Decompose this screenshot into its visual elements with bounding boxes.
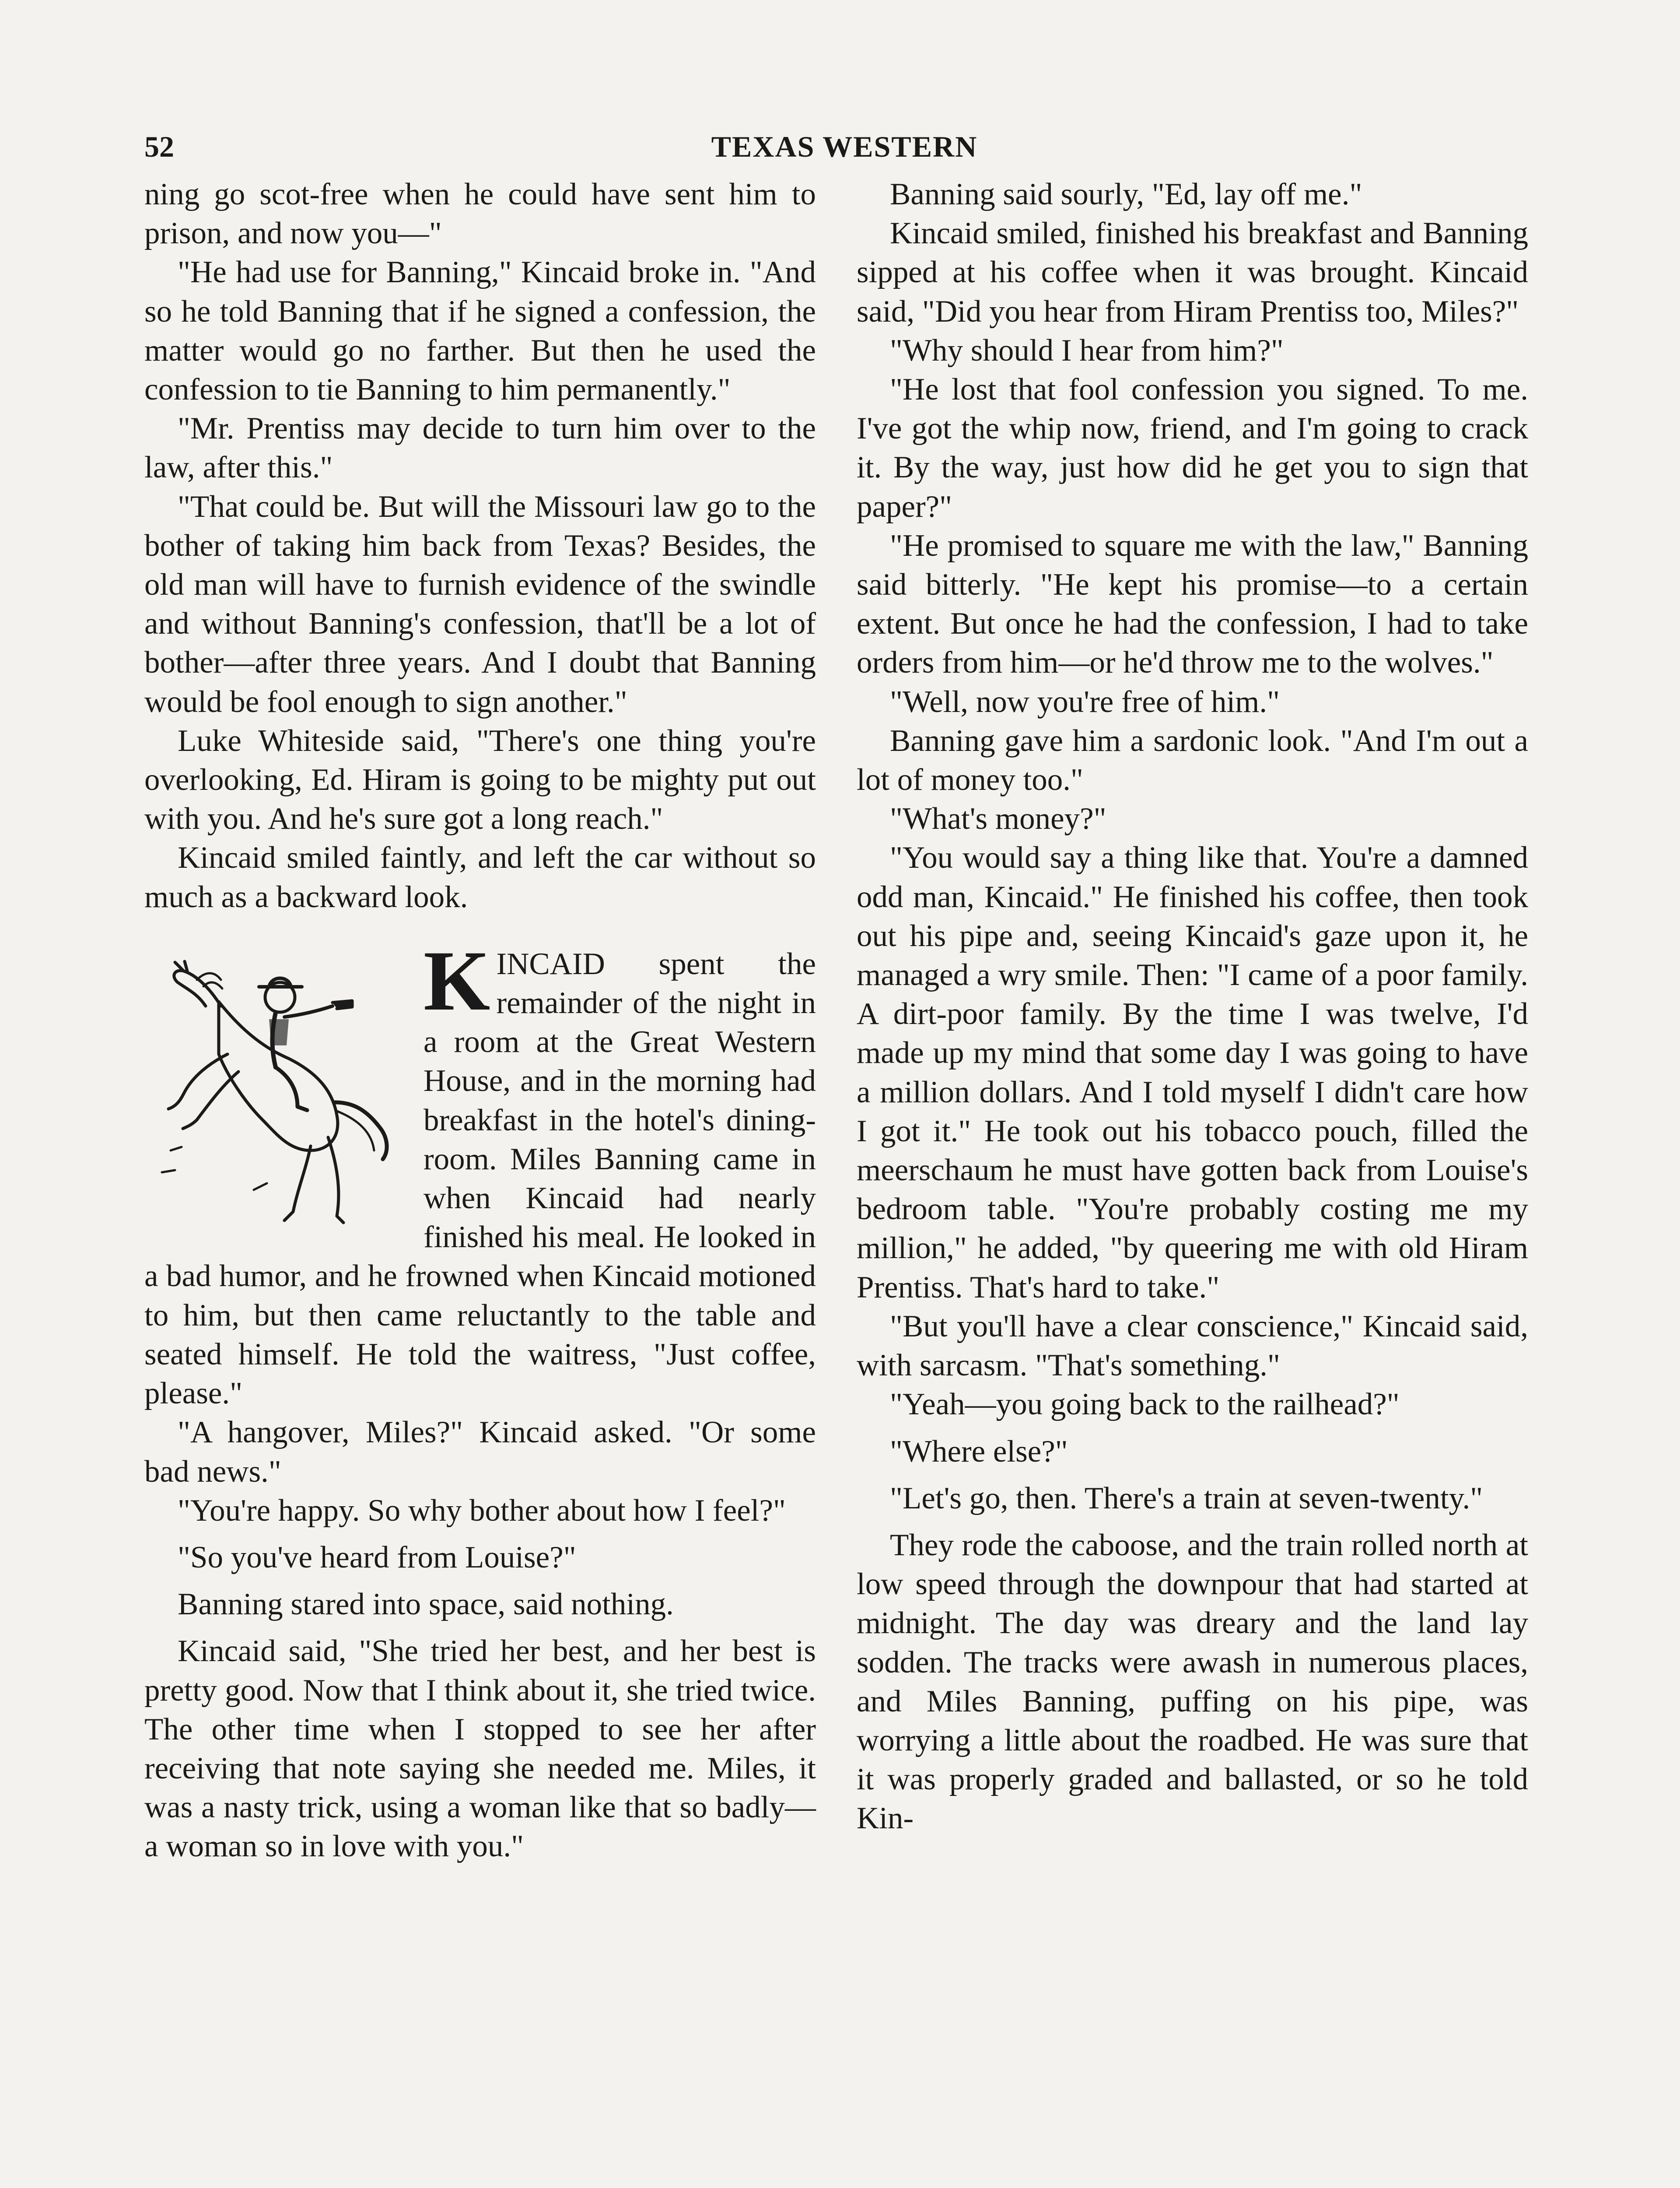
paragraph: Banning stared into space, said nothing.: [178, 1587, 674, 1622]
paragraph: They rode the caboose, and the train rolled north at low speed through the downpour that had started at midnight. The day was dreary and the land lay sodden. The tracks were awash in numerous places, and Miles Banning, puffing on his pipe, was worrying a little about the roadbed. He was sure that it was properly graded and ballasted, or so he told Kin-: [857, 1528, 1528, 1836]
page-header: [144, 130, 1544, 169]
paragraph: Kincaid said, "She tried her best, and her best is pretty good. Now that I think about it, she tried twice. The other time when I stopped to see her after receiving that note saying she needed me. Miles, it was a nasty trick, using a woman like that so badly—a woman so in love with you.": [144, 1634, 816, 1864]
left-column: [144, 175, 816, 1866]
paragraph: "You would say a thing like that. You're a damned odd man, Kincaid." He finished his coffee, then took out his pipe and, seeing Kincaid's gaze upon it, he managed a wry smile. Then: "I came of a poor family. A dirt-poor family. By the time I was twelve, I'd made up my mind that some day I was going to have a million dollars. And I told myself I didn't care how I got it." He took out his tobacco pouch, filled the meerschaum he must have gotten back from Louise's bedroom table. "You're probably costing me my million," he added, "by queering me with old Hiram Prentiss. That's hard to take.": [857, 841, 1528, 1304]
drop-cap: K: [424, 933, 490, 1028]
paragraph: "But you'll have a clear conscience," Kincaid said, with sarcasm. "That's something.": [857, 1309, 1528, 1383]
paragraph: "Let's go, then. There's a train at seven-twenty.": [890, 1481, 1483, 1515]
paragraph: "What's money?": [890, 802, 1106, 836]
magazine-title: TEXAS WESTERN: [711, 130, 978, 163]
paragraph: Banning said sourly, "Ed, lay off me.": [890, 177, 1362, 211]
paragraph: "So you've heard from Louise?": [178, 1540, 576, 1574]
paragraph: "You're happy. So why bother about how I feel?": [178, 1493, 786, 1528]
paragraph: "Well, now you're free of him.": [890, 684, 1280, 719]
paragraph: Banning gave him a sardonic look. "And I'm out a lot of money too.": [857, 723, 1528, 797]
right-column: [857, 175, 1528, 1838]
paragraph: Kincaid smiled, finished his breakfast and Banning sipped at his coffee when it was brought. Kincaid said, "Did you hear from Hiram Prentiss too, Miles?": [857, 216, 1528, 329]
paragraph: Luke Whiteside said, "There's one thing you're overlooking, Ed. Hiram is going to be mighty put out with you. And he's sure got a long reach.": [144, 723, 816, 836]
paragraph: "A hangover, Miles?" Kincaid asked. "Or some bad news.": [144, 1415, 816, 1489]
paragraph: "Where else?": [890, 1434, 1068, 1469]
paragraph: "He lost that fool confession you signed. To me. I've got the whip now, friend, and I'm going to crack it. By the way, just how did he get you to sign that paper?": [857, 372, 1528, 524]
paragraph: INCAID spent the remainder of the night in a room at the Great Western House, and in the morning had breakfast in the hotel's dining-room. Miles Banning came in when Kincaid had nearly finished his meal. He looked in a bad humor, and he frowned when Kincaid motioned to him, but then came reluctantly to the table and seated himself. He told the waitress, "Just coffee, please.": [144, 947, 816, 1411]
paragraph: "That could be. But will the Missouri law go to the bother of taking him back from Texas? Besides, the old man will have to furnish evidence of the swindle and without Banning's confession, that'll be a lot of bother—after three years. And I doubt that Banning would be fool enough to sign another.": [144, 489, 816, 719]
paragraph: "Mr. Prentiss may decide to turn him over to the law, after this.": [144, 411, 816, 485]
paragraph: Kincaid smiled faintly, and left the car without so much as a backward look.: [144, 841, 816, 914]
paragraph: "He promised to square me with the law," Banning said bitterly. "He kept his promise—to a certain extent. But once he had the confession, I had to take orders from him—or he'd throw me to the wolves.": [857, 528, 1528, 680]
paragraph: "Why should I hear from him?": [890, 333, 1284, 368]
paragraph: ning go scot-free when he could have sent him to prison, and now you—": [144, 177, 816, 251]
paragraph: "Yeah—you going back to the railhead?": [890, 1387, 1400, 1422]
paragraph: "He had use for Banning," Kincaid broke in. "And so he told Banning that if he signed a confession, the matter would go no farther. But then he used the confession to tie Banning to him permanently.": [144, 255, 816, 407]
page-number: 52: [144, 130, 174, 163]
cowboy-on-horse-illustration: [144, 945, 411, 1248]
